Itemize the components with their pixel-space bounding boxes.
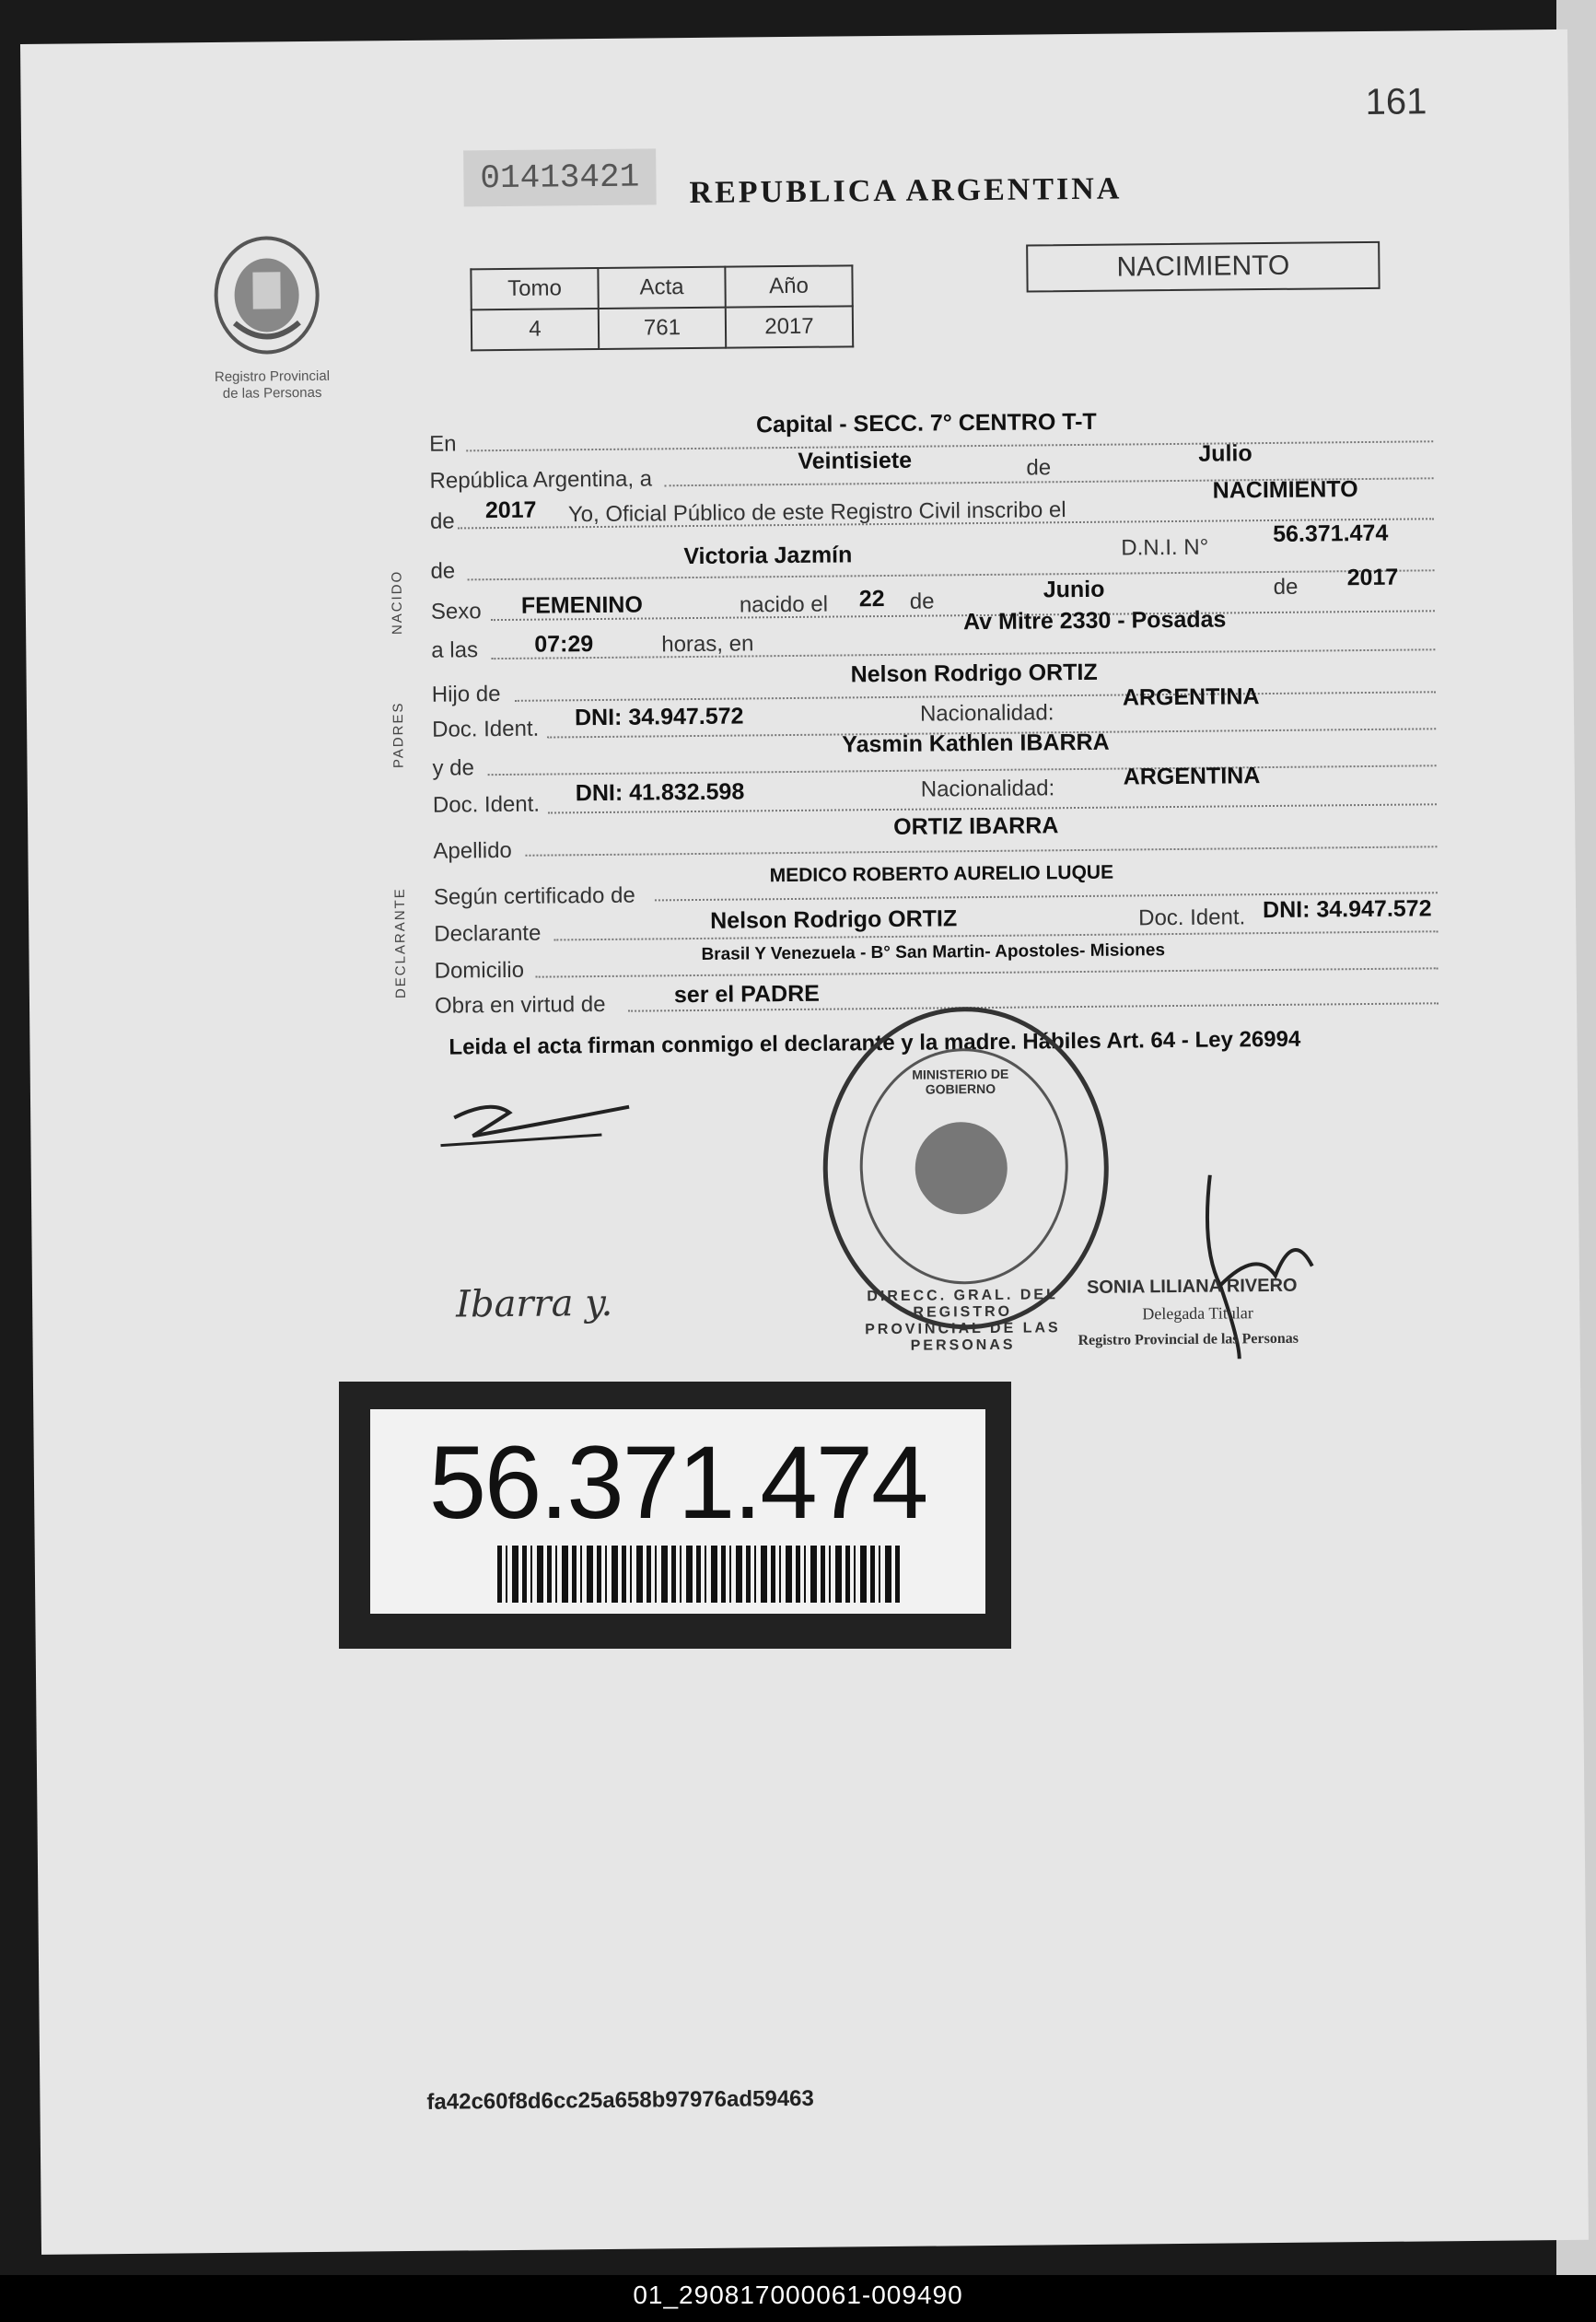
coat-of-arms-icon xyxy=(206,230,327,360)
de3-label: de xyxy=(430,558,456,584)
mother-signature: Ibarra y. xyxy=(455,1281,613,1326)
father-name: Nelson Rodrigo ORTIZ xyxy=(850,659,1098,688)
closing-text: Leida el acta firman conmigo el declarante y la madre. Hábiles Art. 64 - Ley 26994 xyxy=(449,1026,1301,1060)
declarante-doc: DNI: 34.947.572 xyxy=(1262,895,1432,924)
doc2-label: Doc. Ident. xyxy=(432,791,541,818)
father-signature xyxy=(436,1089,639,1169)
birth-month: Junio xyxy=(1043,576,1105,603)
apellido-value: ORTIZ IBARRA xyxy=(893,812,1059,840)
mother-nationality: ARGENTINA xyxy=(1123,763,1261,790)
table-header-acta: Acta xyxy=(598,267,725,309)
officer-org: Registro Provincial de las Personas xyxy=(1078,1330,1299,1349)
birth-place: Av Mitre 2330 - Posadas xyxy=(962,606,1227,636)
form-body xyxy=(429,408,1451,1060)
seal-text: DIRECC. GRAL. DEL REGISTRO PROVINCIAL DE LAS PERSONAS xyxy=(865,1287,1061,1354)
de4-label: de xyxy=(909,589,935,614)
month-value: Julio xyxy=(1198,440,1252,467)
table-header-tomo: Tomo xyxy=(471,268,598,309)
dotted-line xyxy=(491,648,1435,659)
nacionalidad2-label: Nacionalidad: xyxy=(920,776,1055,802)
dni-label: D.N.I. N° xyxy=(1121,534,1209,561)
en-label: En xyxy=(429,431,457,457)
officer-title: Delegada Titular xyxy=(1142,1303,1253,1324)
obra-value: ser el PADRE xyxy=(673,980,821,1009)
mother-doc: DNI: 41.832.598 xyxy=(575,778,745,807)
birth-time: 07:29 xyxy=(534,631,594,658)
obra-label: Obra en virtud de xyxy=(434,991,606,1019)
country-title: REPUBLICA ARGENTINA xyxy=(689,171,1123,211)
seal-emblem-icon xyxy=(914,1122,1008,1215)
barcode-number: 56.371.474 xyxy=(428,1425,927,1540)
logo-caption xyxy=(193,368,350,403)
declarante-value: Nelson Rodrigo ORTIZ xyxy=(710,905,958,934)
seal-inner-text: MINISTERIO DE GOBIERNO xyxy=(912,1066,1009,1097)
yde-label: y de xyxy=(432,755,475,781)
year-value: 2017 xyxy=(484,496,537,524)
document-hash: fa42c60f8d6cc25a658b97976ad59463 xyxy=(426,2085,814,2115)
table-header-anio: Año xyxy=(725,265,852,307)
certificado-value: MEDICO ROBERTO AURELIO LUQUE xyxy=(769,861,1114,887)
birth-year: 2017 xyxy=(1346,564,1399,591)
act-type-box: NACIMIENTO xyxy=(1026,241,1380,293)
domicilio-value: Brasil Y Venezuela - B° San Martin- Apostoles- Misiones xyxy=(701,940,1166,964)
day-written: Veintisiete xyxy=(798,447,913,474)
dotted-line xyxy=(466,440,1433,451)
table-cell-tomo: 4 xyxy=(472,309,599,350)
serial-number: 01413421 xyxy=(463,148,656,206)
declarante-label: Declarante xyxy=(434,920,542,947)
doc-label: Doc. Ident. xyxy=(432,716,540,742)
logo-caption-line1: Registro Provincial xyxy=(214,368,331,385)
de5-label: de xyxy=(1273,574,1299,600)
doc3-label: Doc. Ident. xyxy=(1138,904,1246,931)
table-cell-anio: 2017 xyxy=(726,306,853,347)
horas-label: horas, en xyxy=(661,631,754,658)
hijo-label: Hijo de xyxy=(431,682,501,707)
sexo-value: FEMENINO xyxy=(520,591,643,619)
dotted-line xyxy=(525,846,1437,857)
officer-name: SONIA LILIANA RIVERO xyxy=(1086,1275,1298,1298)
alas-label: a las xyxy=(431,637,479,663)
oficial-text: Yo, Oficial Público de este Registro Civil inscribo el xyxy=(567,497,1066,528)
side-label-padres: PADRES xyxy=(390,701,407,769)
nacionalidad-label: Nacionalidad: xyxy=(919,700,1054,727)
sexo-label: Sexo xyxy=(430,599,482,624)
father-nationality: ARGENTINA xyxy=(1122,683,1260,711)
table-cell-acta: 761 xyxy=(599,308,726,349)
barcode-bars xyxy=(497,1546,903,1603)
nacido-label: nacido el xyxy=(739,591,829,618)
registry-table xyxy=(470,264,854,351)
side-label-nacido: NACIDO xyxy=(389,569,406,636)
inscribo-value: NACIMIENTO xyxy=(1212,476,1358,504)
footer-id: 01_290817000061-009490 xyxy=(633,2281,963,2309)
side-label-declarante: DECLARANTE xyxy=(391,887,409,999)
birth-day: 22 xyxy=(858,586,885,613)
domicilio-label: Domicilio xyxy=(434,957,525,984)
child-name: Victoria Jazmín xyxy=(683,542,853,570)
father-doc: DNI: 34.947.572 xyxy=(574,703,744,731)
de2-label: de xyxy=(429,508,455,534)
republica-label: República Argentina, a xyxy=(429,466,653,494)
certificado-label: Según certificado de xyxy=(433,882,635,910)
page-number: 161 xyxy=(1365,81,1427,123)
document-page xyxy=(20,29,1589,2255)
en-value: Capital - SECC. 7° CENTRO T-T xyxy=(755,408,1097,438)
mother-name: Yasmin Kathlen IBARRA xyxy=(842,729,1110,758)
apellido-label: Apellido xyxy=(433,837,512,864)
logo-caption-line2: de las Personas xyxy=(222,384,322,402)
dni-value: 56.371.474 xyxy=(1273,519,1389,547)
de-label: de xyxy=(1026,455,1052,481)
